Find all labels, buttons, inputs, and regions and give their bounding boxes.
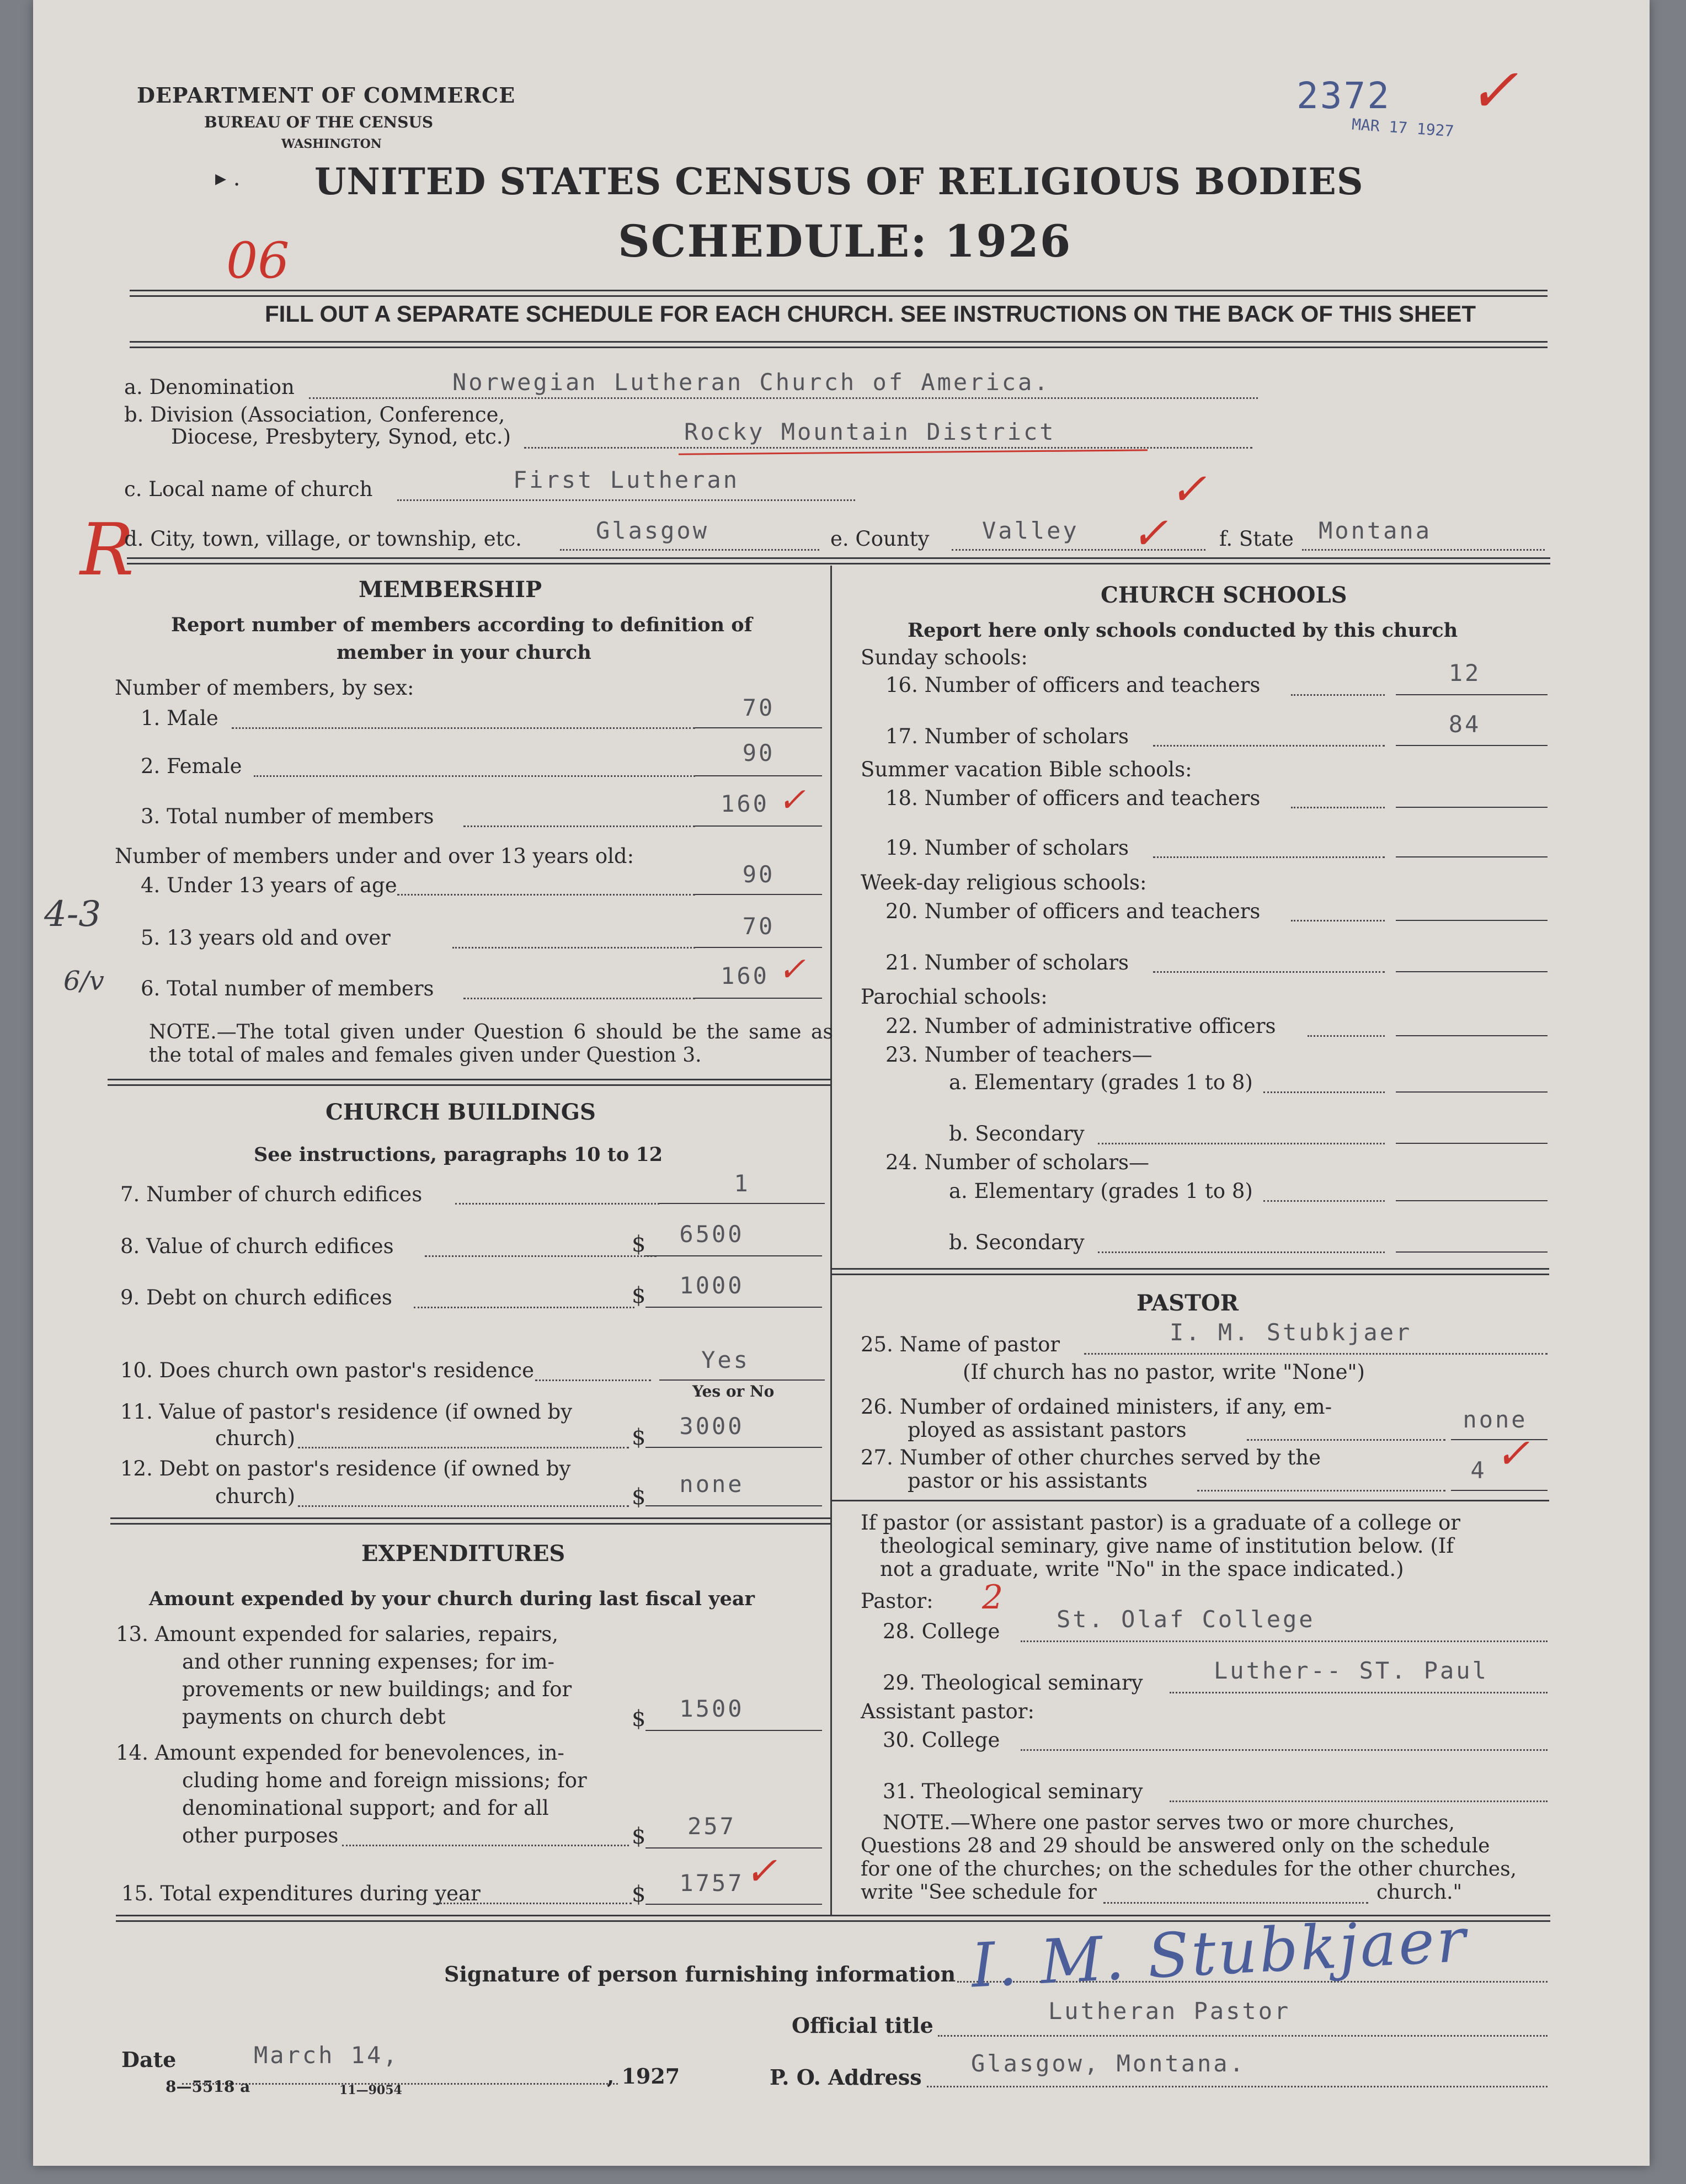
po-address-label: P. O. Address [770, 2065, 922, 2090]
graduate-instruction-3: not a graduate, write "No" in the space indicated.) [880, 1557, 1404, 1581]
church-name-value: First Lutheran [513, 466, 740, 493]
membership-heading: MEMBERSHIP [359, 577, 542, 603]
q3-label: 3. Total number of members [141, 805, 434, 828]
summer-schools-label: Summer vacation Bible schools: [861, 758, 1192, 781]
pastor-name-value: I. M. Stubkjaer [1170, 1319, 1412, 1346]
state-value: Montana [1319, 517, 1432, 544]
q14-label-3: denominational support; and for all [182, 1796, 549, 1820]
expenditures-heading: EXPENDITURES [361, 1541, 565, 1567]
q18-label: 18. Number of officers and teachers [885, 786, 1261, 810]
church-name-label: c. Local name of church [124, 477, 373, 501]
q14-label: 14. Amount expended for benevolences, in- [116, 1741, 564, 1765]
denomination-label: a. Denomination [124, 375, 295, 399]
division-value: Rocky Mountain District [684, 418, 1056, 445]
pencil-mark-6v: 6/v [63, 966, 104, 997]
schools-heading: CHURCH SCHOOLS [1101, 582, 1347, 608]
expenditures-desc: Amount expended by your church during last fiscal year [149, 1588, 755, 1610]
received-stamp-date: MAR 17 1927 [1351, 115, 1455, 141]
print-number: 11—9054 [339, 2083, 402, 2097]
graduate-instruction-1: If pastor (or assistant pastor) is a graduate of a college or [861, 1511, 1460, 1535]
q5-label: 5. 13 years old and over [141, 926, 391, 950]
denomination-value: Norwegian Lutheran Church of America. [452, 369, 1050, 396]
q14-label-2: cluding home and foreign missions; for [182, 1768, 587, 1792]
city-value: Glasgow [596, 517, 709, 544]
bureau-heading: BUREAU OF THE CENSUS [204, 113, 434, 131]
form-subtitle: SCHEDULE: 1926 [618, 215, 1072, 267]
college-value: St. Olaf College [1057, 1606, 1315, 1633]
division-label-2: Diocese, Presbytery, Synod, etc.) [171, 425, 511, 449]
q2-value: 90 [742, 739, 775, 766]
red-check-q27: ✓ [1495, 1429, 1530, 1478]
q14-dollar: $ [632, 1824, 646, 1849]
q15-value: 1757 [679, 1869, 744, 1897]
q16-value: 12 [1448, 659, 1481, 686]
q13-dollar: $ [632, 1706, 646, 1732]
q1-label: 1. Male [141, 706, 218, 730]
form-title: UNITED STATES CENSUS OF RELIGIOUS BODIES [314, 160, 1364, 203]
q12-value: none [679, 1471, 744, 1498]
q26-value: none [1463, 1406, 1528, 1433]
q14-label-4: other purposes [182, 1824, 339, 1847]
division-label: b. Division (Association, Conference, [124, 403, 505, 427]
q27-label: 27. Number of other churches served by the [861, 1446, 1321, 1469]
q16-label: 16. Number of officers and teachers [885, 673, 1261, 697]
instruction-banner: FILL OUT A SEPARATE SCHEDULE FOR EACH CHURCH. SEE INSTRUCTIONS ON THE BACK OF THIS SHEET [265, 301, 1476, 327]
q8-dollar: $ [632, 1232, 646, 1257]
q4-value: 90 [742, 861, 775, 888]
q10-label: 10. Does church own pastor's residence [120, 1359, 535, 1382]
q23a-label: a. Elementary (grades 1 to 8) [949, 1070, 1253, 1094]
pastor-subheading: Pastor: [861, 1589, 933, 1613]
yes-no-caption: Yes or No [692, 1382, 775, 1400]
division-red-underline [679, 449, 1148, 455]
members-by-age-label: Number of members under and over 13 years old: [115, 844, 634, 868]
q19-label: 19. Number of scholars [885, 836, 1129, 860]
dept-heading: DEPARTMENT OF COMMERCE [137, 83, 516, 108]
handwritten-signature: I. M. Stubkjaer [969, 1904, 1470, 2001]
date-value: March 14, [254, 2042, 399, 2069]
county-value: Valley [982, 517, 1079, 544]
pastor-note-3: for one of the churches; on the schedules for the other churches, [861, 1858, 1517, 1881]
q23-label: 23. Number of teachers— [885, 1043, 1153, 1067]
official-title-value: Lutheran Pastor [1048, 1997, 1291, 2025]
q30-label: 30. College [883, 1728, 1000, 1752]
q4-label: 4. Under 13 years of age [141, 873, 397, 897]
q7-label: 7. Number of church edifices [120, 1182, 423, 1206]
weekday-schools-label: Week-day religious schools: [861, 871, 1147, 894]
q5-value: 70 [742, 913, 775, 940]
q2-label: 2. Female [141, 754, 242, 778]
red-check-mark-2: ✓ [1170, 464, 1207, 515]
form-number: 8—5518 a [166, 2078, 250, 2096]
members-by-sex-label: Number of members, by sex: [115, 676, 414, 700]
q13-value: 1500 [679, 1695, 744, 1722]
q22-label: 22. Number of administrative officers [885, 1014, 1276, 1038]
signature-label: Signature of person furnishing information [444, 1962, 956, 1986]
q12-label: 12. Debt on pastor's residence (if owned by [120, 1457, 571, 1480]
membership-note: NOTE.—The total given under Question 6 should be the same as the total of males and females given under Question 3. [149, 1021, 833, 1067]
q13-label-3: provements or new buildings; and for [182, 1677, 572, 1701]
q6-label: 6. Total number of members [141, 977, 434, 1000]
pencil-mark-43: 4-3 [44, 894, 102, 935]
pastor-note-4b: church." [1376, 1881, 1463, 1904]
q1-value: 70 [742, 694, 775, 721]
q27-label-2: pastor or his assistants [908, 1469, 1148, 1493]
parochial-schools-label: Parochial schools: [861, 985, 1048, 1009]
buildings-desc: See instructions, paragraphs 10 to 12 [254, 1143, 663, 1166]
pastor-note-4: write "See schedule for [861, 1881, 1097, 1904]
date-year: , 1927 [607, 2064, 680, 2089]
seminary-value: Luther-- ST. Paul [1214, 1657, 1488, 1684]
q25-note: (If church has no pastor, write "None") [963, 1360, 1365, 1384]
q11-label-2: church) [215, 1426, 296, 1450]
q24-label: 24. Number of scholars— [885, 1150, 1150, 1174]
q13-label: 13. Amount expended for salaries, repairs, [116, 1622, 559, 1646]
q26-label-2: ployed as assistant pastors [908, 1418, 1187, 1442]
q9-value: 1000 [679, 1272, 744, 1299]
graduate-instruction-2: theological seminary, give name of institution below. (If [880, 1534, 1454, 1558]
q3-value: 160 [721, 790, 769, 817]
pastor-note-2: Questions 28 and 29 should be answered only on the schedule [861, 1835, 1490, 1857]
red-code-mark: 06 [226, 232, 290, 290]
red-r-mark: R [80, 508, 134, 592]
date-label: Date [121, 2047, 177, 2072]
q17-value: 84 [1448, 711, 1481, 738]
q12-label-2: church) [215, 1484, 296, 1508]
q11-label: 11. Value of pastor's residence (if owned by [120, 1400, 573, 1424]
q6-value: 160 [721, 962, 769, 989]
red-check-q3: ✓ [778, 781, 806, 819]
membership-desc-1: Report number of members according to definition of [171, 614, 753, 636]
q23b-label: b. Secondary [949, 1122, 1085, 1146]
schools-desc: Report here only schools conducted by this church [908, 619, 1458, 642]
q24a-label: a. Elementary (grades 1 to 8) [949, 1179, 1253, 1203]
q15-label: 15. Total expenditures during year [121, 1882, 481, 1905]
q7-value: 1 [734, 1170, 750, 1197]
assistant-pastor-subheading: Assistant pastor: [861, 1700, 1034, 1723]
q21-label: 21. Number of scholars [885, 951, 1129, 974]
city-heading: WASHINGTON [281, 137, 382, 151]
red-mark-2: 2 [982, 1578, 1004, 1617]
q13-label-4: payments on church debt [182, 1705, 446, 1729]
received-stamp-number: 2372 [1296, 74, 1391, 117]
q9-label: 9. Debt on church edifices [120, 1286, 392, 1309]
q25-label: 25. Name of pastor [861, 1333, 1060, 1356]
q13-label-2: and other running expenses; for im- [182, 1650, 555, 1674]
pastor-heading: PASTOR [1137, 1290, 1239, 1316]
q9-dollar: $ [632, 1283, 646, 1308]
q10-value: Yes [701, 1346, 750, 1373]
q29-label: 29. Theological seminary [883, 1671, 1143, 1695]
red-check-mark-3: ✓ [1131, 508, 1169, 559]
q24b-label: b. Secondary [949, 1231, 1085, 1254]
city-label: d. City, town, village, or township, etc. [124, 527, 522, 551]
census-schedule-sheet [33, 0, 1650, 2166]
red-check-mark: ✓ [1468, 55, 1519, 126]
county-label: e. County [830, 527, 930, 551]
buildings-heading: CHURCH BUILDINGS [326, 1099, 596, 1125]
bullet-mark: ▸ . [215, 166, 241, 191]
q27-value: 4 [1470, 1457, 1487, 1484]
q8-value: 6500 [679, 1221, 744, 1248]
red-check-q6: ✓ [778, 950, 806, 989]
membership-desc-2: member in your church [337, 641, 591, 664]
q17-label: 17. Number of scholars [885, 725, 1129, 748]
sunday-schools-label: Sunday schools: [861, 646, 1028, 669]
red-check-q15: ✓ [745, 1849, 777, 1894]
q12-dollar: $ [632, 1484, 646, 1510]
state-label: f. State [1219, 527, 1294, 551]
pastor-note-1: NOTE.—Where one pastor serves two or more churches, [883, 1812, 1455, 1834]
po-address-value: Glasgow, Montana. [971, 2050, 1246, 2077]
q11-value: 3000 [679, 1413, 744, 1440]
official-title-label: Official title [792, 2013, 933, 2038]
q20-label: 20. Number of officers and teachers [885, 899, 1261, 923]
q31-label: 31. Theological seminary [883, 1780, 1143, 1803]
q15-dollar: $ [632, 1882, 646, 1907]
q11-dollar: $ [632, 1425, 646, 1450]
q8-label: 8. Value of church edifices [120, 1234, 394, 1258]
q28-label: 28. College [883, 1620, 1000, 1643]
q14-value: 257 [687, 1813, 736, 1840]
q26-label: 26. Number of ordained ministers, if any, em- [861, 1395, 1332, 1419]
